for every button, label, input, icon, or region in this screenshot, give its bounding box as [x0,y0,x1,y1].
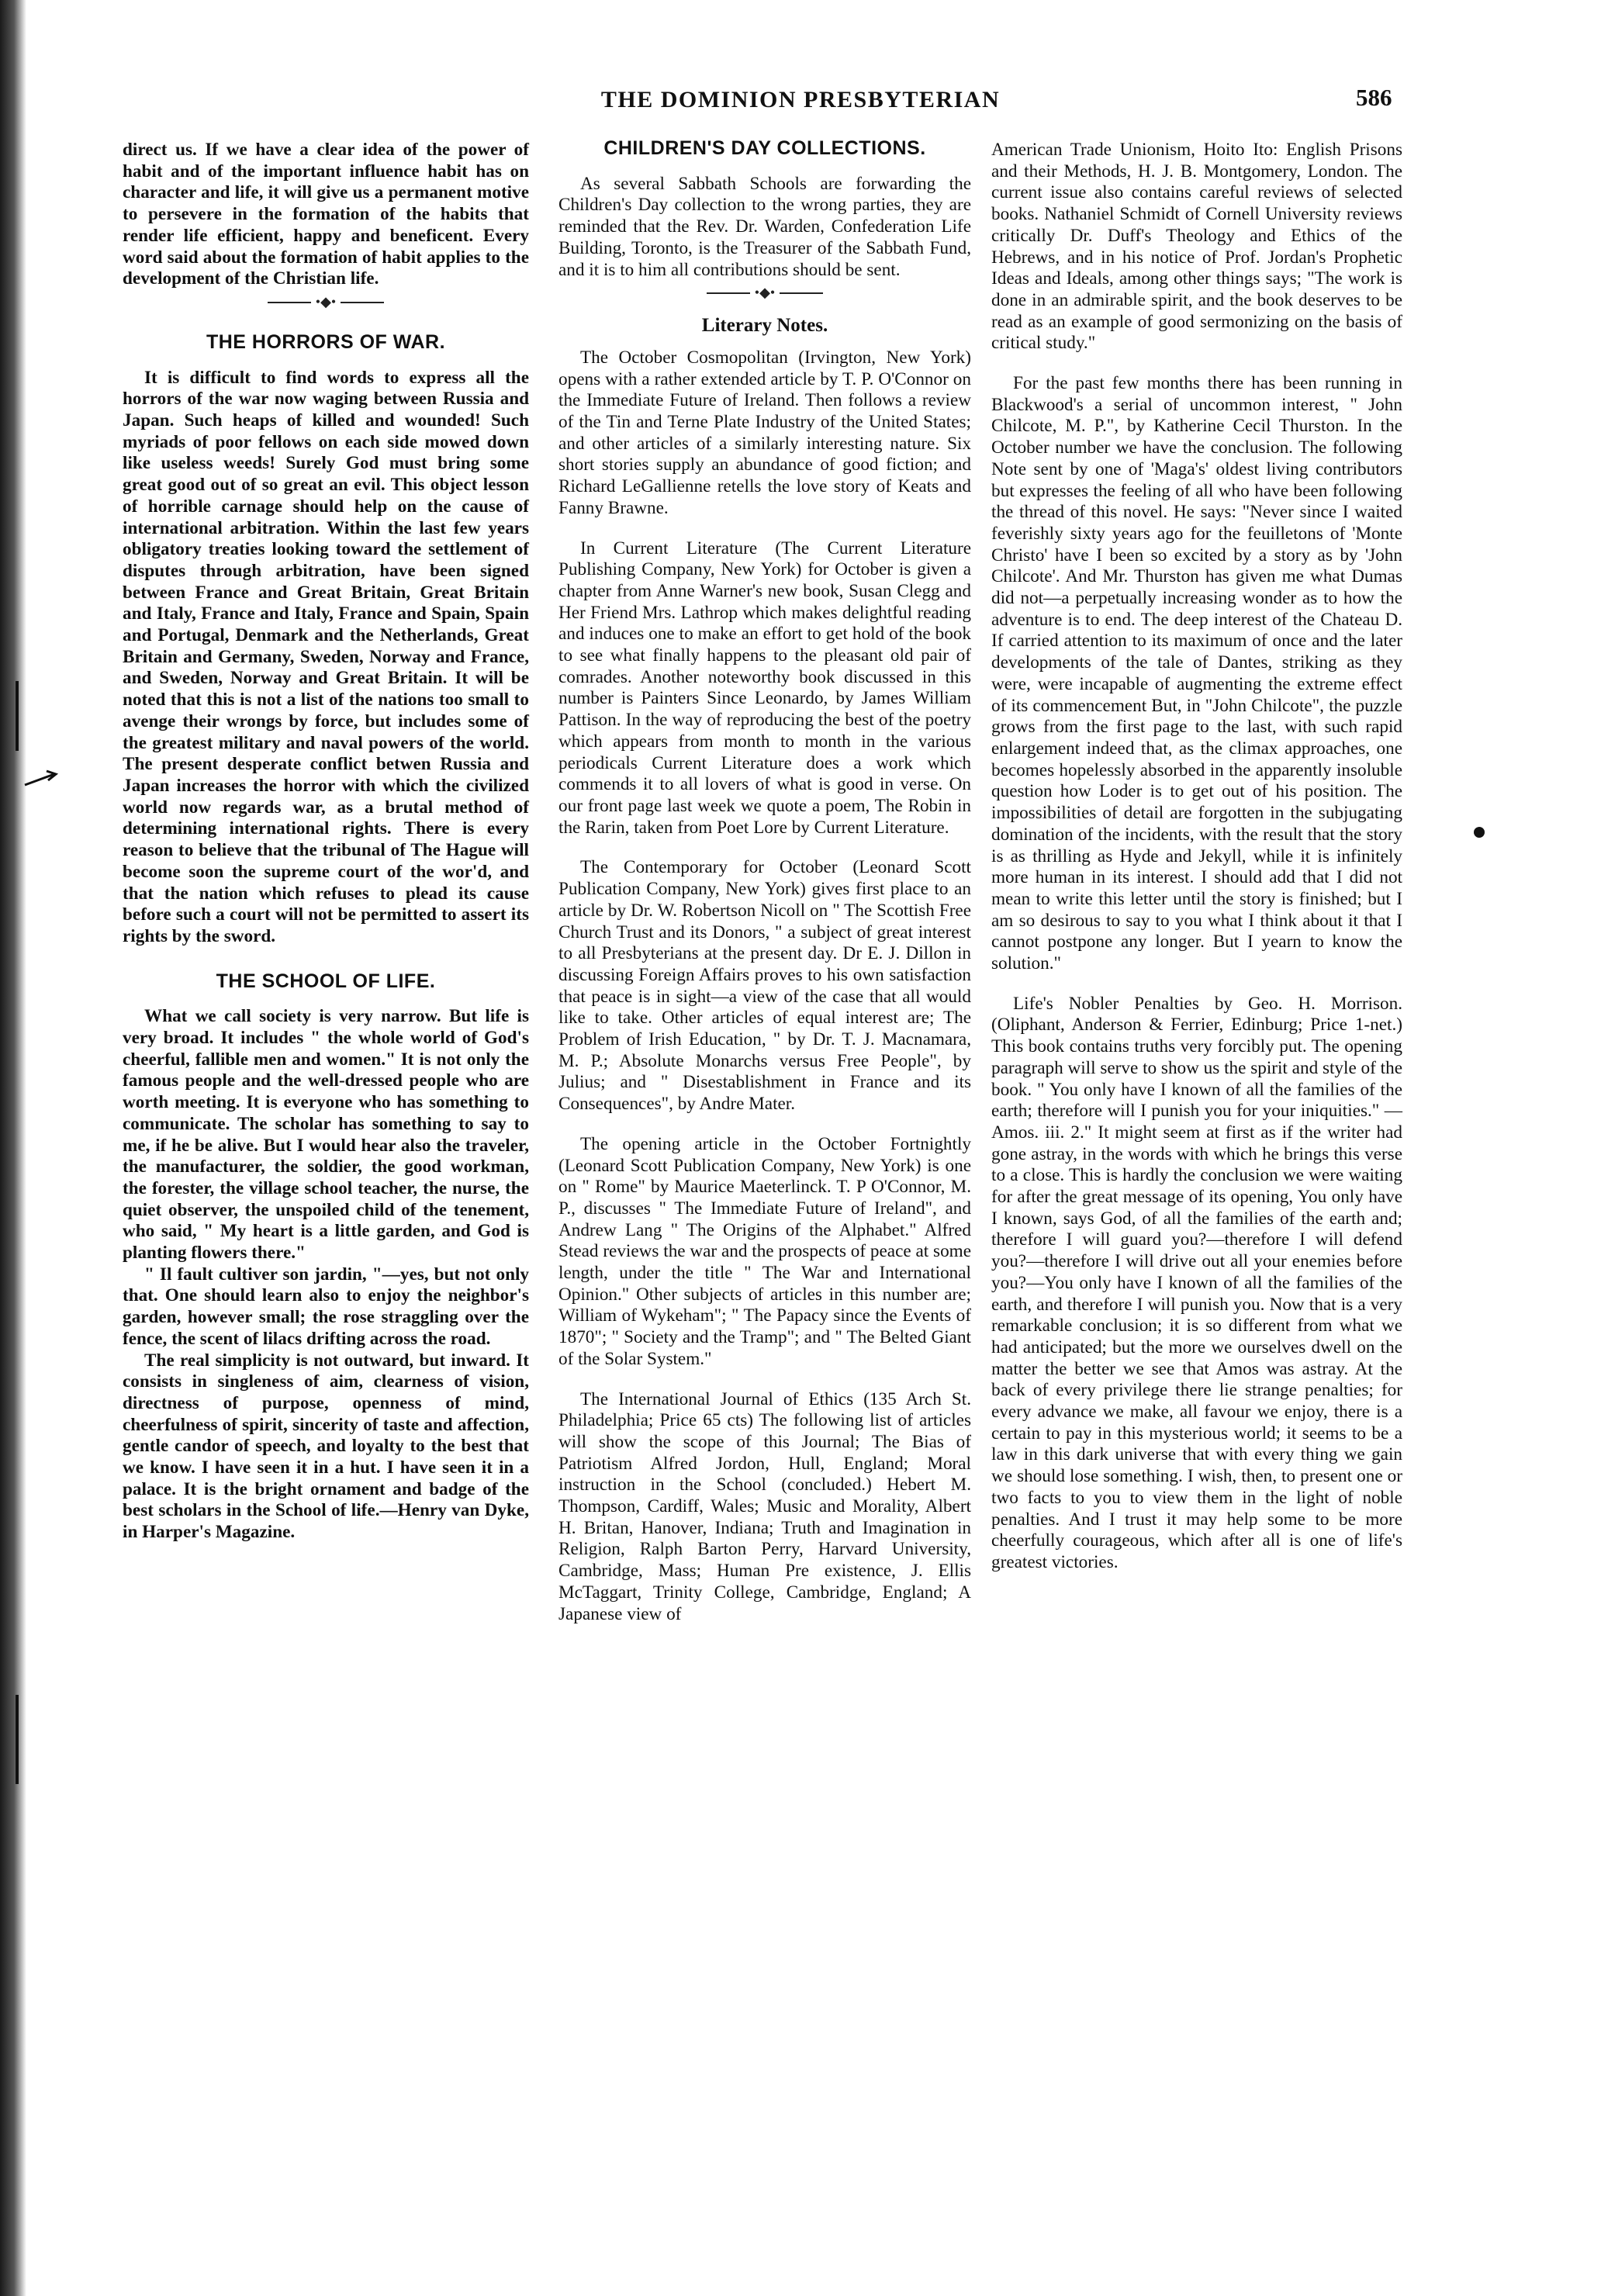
column-middle [558,138,971,1625]
opening-paragraph: direct us. If we have a clear idea of the power of habit and of the important influence habit has on character and life, it will give us a permanent motive to persevere in the formation of the habits that render life efficient, happy and beneficent. Every word said about the formation of habit applies to the development of the Christian life. [123,140,529,289]
journal-title: THE DOMINION PRESBYTERIAN [600,87,1001,112]
childrens-day-text: As several Sabbath Schools are forwarding the Children's Day collection to the wrong parties, they are reminded that the Rev. Dr. Warden, Confederation Life Building, Toronto, is the Treasurer of the Sabbath Fund, and it is to him all contributions should be sent. [558,173,971,280]
school-of-life-paragraph: The real simplicity is not outward, but inward. It consists in singleness of aim, clearness of vision, directness of purpose, openness of mind, cheerfulness of spirit, sincerity of taste and affection, gentle candor of speech, and loyalty to the best that we know. I have seen it in a hut. I have seen it in a palace. It is the bright ornament and badge of the best scholars in the School of life.—Henry van Dyke, in Harper's Magazine. [123,1350,529,1543]
literary-note: In Current Literature (The Current Literature Publishing Company, New York) for October is given a chapter from Anne Warner's new book, Susan Clegg and Her Friend Mrs. Lathrop which makes delightful reading and induces one to make an effort to get hold of the book to see what finally happens to the pleasant old pair of comrades. Another noteworthy book discussed in this number is Painters Since Leonardo, by James William Pattison. In the way of reproducing the best of the poetry which appears from month to month in the various periodicals Current Literature does a work which commends it to all lovers of what is good in verse. On our front page last week we quote a poem, The Robin in the Rarin, taken from Poet Lore by Current Literature. [558,538,971,838]
margin-arrow-mark [23,768,70,791]
literary-note: The opening article in the October Fortnightly (Leonard Scott Publication Company, New York) is one on " Rome" by Maurice Maeterlinck. T. P O'Connor, M. P., discusses " The Immediate Future of Ireland", and Andrew Lang " The Origins of the Alphabet." Alfred Stead reviews the war and the prospects of peace at some length, under the title " The War and International Opinion." Other subjects of articles in this number are; William of Wykeham"; " The Papacy since the Events of 1870"; " Society and the Tramp"; and " The Belted Giant of the Solar System." [558,1133,971,1369]
literary-note: Life's Nobler Penalties by Geo. H. Morrison. (Oliphant, Anderson & Ferrier, Edinburg; Price 1-net.) This book contains truths very forcibly put. The opening paragraph will serve to show us the spirit and style of the book. " You only have I known of all the families of the earth; therefore will I punish you for your iniquities." —Amos. iii. 2." It might seem at first as if the writer had gone astray, in the words with which he brings this verse to a close. This is hardly the conclusion we were waiting for after the great message of its opening, You only have I known, says God, of all the families of the earth and; therefore I will guard you?—therefore I will defend you?—therefore I will drive out all your enemies before you?—You only have I known of all the families of the earth, and therefore I will punish you. Now that is a very remarkable conclusion; it is so different from what we had anticipated; but the more we ourselves dwell on the matter the better we see that Amos was astray. At the back of every privilege there lie strange penalties; for every advance we make, all favour we enjoy, there is a certain to pay in this mysterious world; it seems to be a law in this dark universe that with every thing we gain we should lose something. I wish, then, to present one or two facts to you to view them in the light of noble penalties. And I trust it may help some to be more cheerfully courageous, which after all is one of life's greatest victories. [991,993,1402,1572]
running-head [0,84,1601,121]
horrors-of-war-text: It is difficult to find words to express all the horrors of the war now waging between Russia and Japan. Such heaps of killed and wounded! Such myriads of poor fellows on each side mowed down like useless weeds! Surely God must bring some great good out of so great an evil. This object lesson of horrible carnage should help on the cause of international arbitration. Within the last few years obligatory treaties looking toward the settlement of disputes through arbitration, have been signed between France and Great Britain, Great Britain and Italy, France and Italy, France and Spain, Spain and Portugal, Denmark and the Netherlands, Great Britain and Germany, Sweden, Norway and France, and Sweden, Norway and Great Britain. It will be noted that this is not a list of the nations too small to avenge their wrongs by force, but includes some of the greatest military and naval powers of the world. The present desperate conflict betwen Russia and Japan increases the horror with which the civilized world now regards war, as a brutal method of determining international rights. There is every reason to believe that the tribunal of The Hague will become soon the supreme court of the wor'd, and that the nation which refuses to plead its cause before such a court will not be permitted to assert its rights by the sword. [123,367,529,946]
margin-ink-mark [16,681,19,751]
margin-ink-mark [16,1695,19,1784]
literary-note: The Contemporary for October (Leonard Scott Publication Company, New York) gives first place to an article by Dr. W. Robertson Nicoll on " The Scottish Free Church Trust and its Donors, " a subject of great interest to all Presbyterians at the present day. Dr E. J. Dillon in discussing Foreign Affairs proves to his own satisfaction that peace is in sight—a view of the case that all would like to take. Other articles of equal interest are; The Problem of Irish Education, " by Dr. T. J. Macnamara, M. P.; Absolute Monarchs versus Free People", by Julius; and " Disestablishment in France and its Consequences", by Andre Mater. [558,857,971,1115]
binding-edge [0,0,26,2296]
school-of-life-paragraph: " Il fault cultiver son jardin, "—yes, but not only that. One should learn also to enjoy the neighbor's garden, however small; the rose straggling over the fence, the scent of lilacs drifting across the road. [123,1264,529,1349]
literary-note: For the past few months there has been running in Blackwood's a serial of uncommon interest, " John Chilcote, M. P.", by Katherine Cecil Thurston. In the October number we have the conclusion. The following Note sent by one of 'Maga's' oldest living contributors but expresses the feeling of all who have been following the thread of this novel. He says: "Never since I waited feverishly sixty years ago for the feuilletons of 'Monte Christo' have I been so excited by a story as by 'John Chilcote'. And Mr. Thurston has given me what Dumas did not—a perpetually increasing wonder as to how the adventure is to end. The deep interest of the Chateau D. If carried attention to its maximum of once and the later developments of the tale of Dantes, striking as they were, were incapable of augmenting the extreme effect of its commencement But, in "John Chilcote", the puzzle grows from the first page to the last, with such rapid enlargement indeed that, as the climax approaches, one becomes hopelessly absorbed in the apparently insoluble question how Loder is to get out of his position. The impossibilities of detail are forgotten in the subjugating domination of the incidents, with the result that the story is as thrilling as Hyde and Jekyll, while it is infinitely more human in its interest. I should add that I did not mean to write this letter until the story is finished; but I am so desirous to say to you what I think about it that I cannot postpone any longer. But I yearn to know the solution." [991,373,1402,974]
page-number: 586 [1356,84,1392,111]
horrors-of-war-heading: THE HORRORS OF WAR. [206,330,446,353]
school-of-life-paragraph: What we call society is very narrow. But life is very broad. It includes " the whole world of God's cheerful, fallible men and women." It is not only the famous people and the well-dressed people who are worth meeting. It is everyone who has something to communicate. The scholar has something to say to me, if he be alive. But I would hear also the traveler, the manufacturer, the soldier, the good workman, the forester, the village school teacher, the nurse, the quiet observer, the unspoiled child of the tenement, who said, " My heart is a little garden, and God is planting flowers there." [123,1006,529,1264]
column-right [991,140,1402,1574]
literary-note: The International Journal of Ethics (135 Arch St. Philadelphia; Price 65 cts) The following list of articles will show the scope of this Journal; The Bias of Patriotism Alfred Jordon, Hull, England; Moral instruction in the School (concluded.) Hebert M. Thompson, Cardiff, Wales; Music and Morality, Albert H. Britan, Hanover, Indiana; Truth and Imagination in Religion, Ralph Barton Perry, Harvard University, Cambridge, Mass; Human Pre existence, J. Ellis McTaggart, Trinity College, Cambridge, England; A Japanese view of [558,1388,971,1624]
literary-note: The October Cosmopolitan (Irvington, New York) opens with a rather extended article by T. P. O'Connor on the Immediate Future of Ireland. Then follows a review of the Tin and Terne Plate Industry of the United States; and other articles of a similarly interesting nature. Six short stories supply an abundance of good fiction; and Richard LeGallienne retells the love story of Keats and Fanny Brawne. [558,347,971,518]
childrens-day-heading: CHILDREN'S DAY COLLECTIONS. [603,137,926,159]
literary-notes-heading: Literary Notes. [701,315,828,337]
divider-ornament: •◆• [707,285,823,299]
column-left [123,140,529,1544]
literary-note-continued: American Trade Unionism, Hoito Ito: English Prisons and their Methods, H. J. B. Montgomery, London. The current issue also contains careful reviews of selected books. Nathaniel Schmidt of Cornell University reviews critically Dr. Duff's Theology and Ethics of the Hebrews, and in his notice of Prof. Jordan's Prophetic Ideas and Ideals, among other things says; "The work is done in an admirable spirit, and the book deserves to be read as an example of good sermonizing on the basis of critical study." [991,140,1402,354]
divider-ornament: •◆• [268,295,384,309]
school-of-life-heading: THE SCHOOL OF LIFE. [216,970,436,992]
ink-dot [1474,827,1485,838]
